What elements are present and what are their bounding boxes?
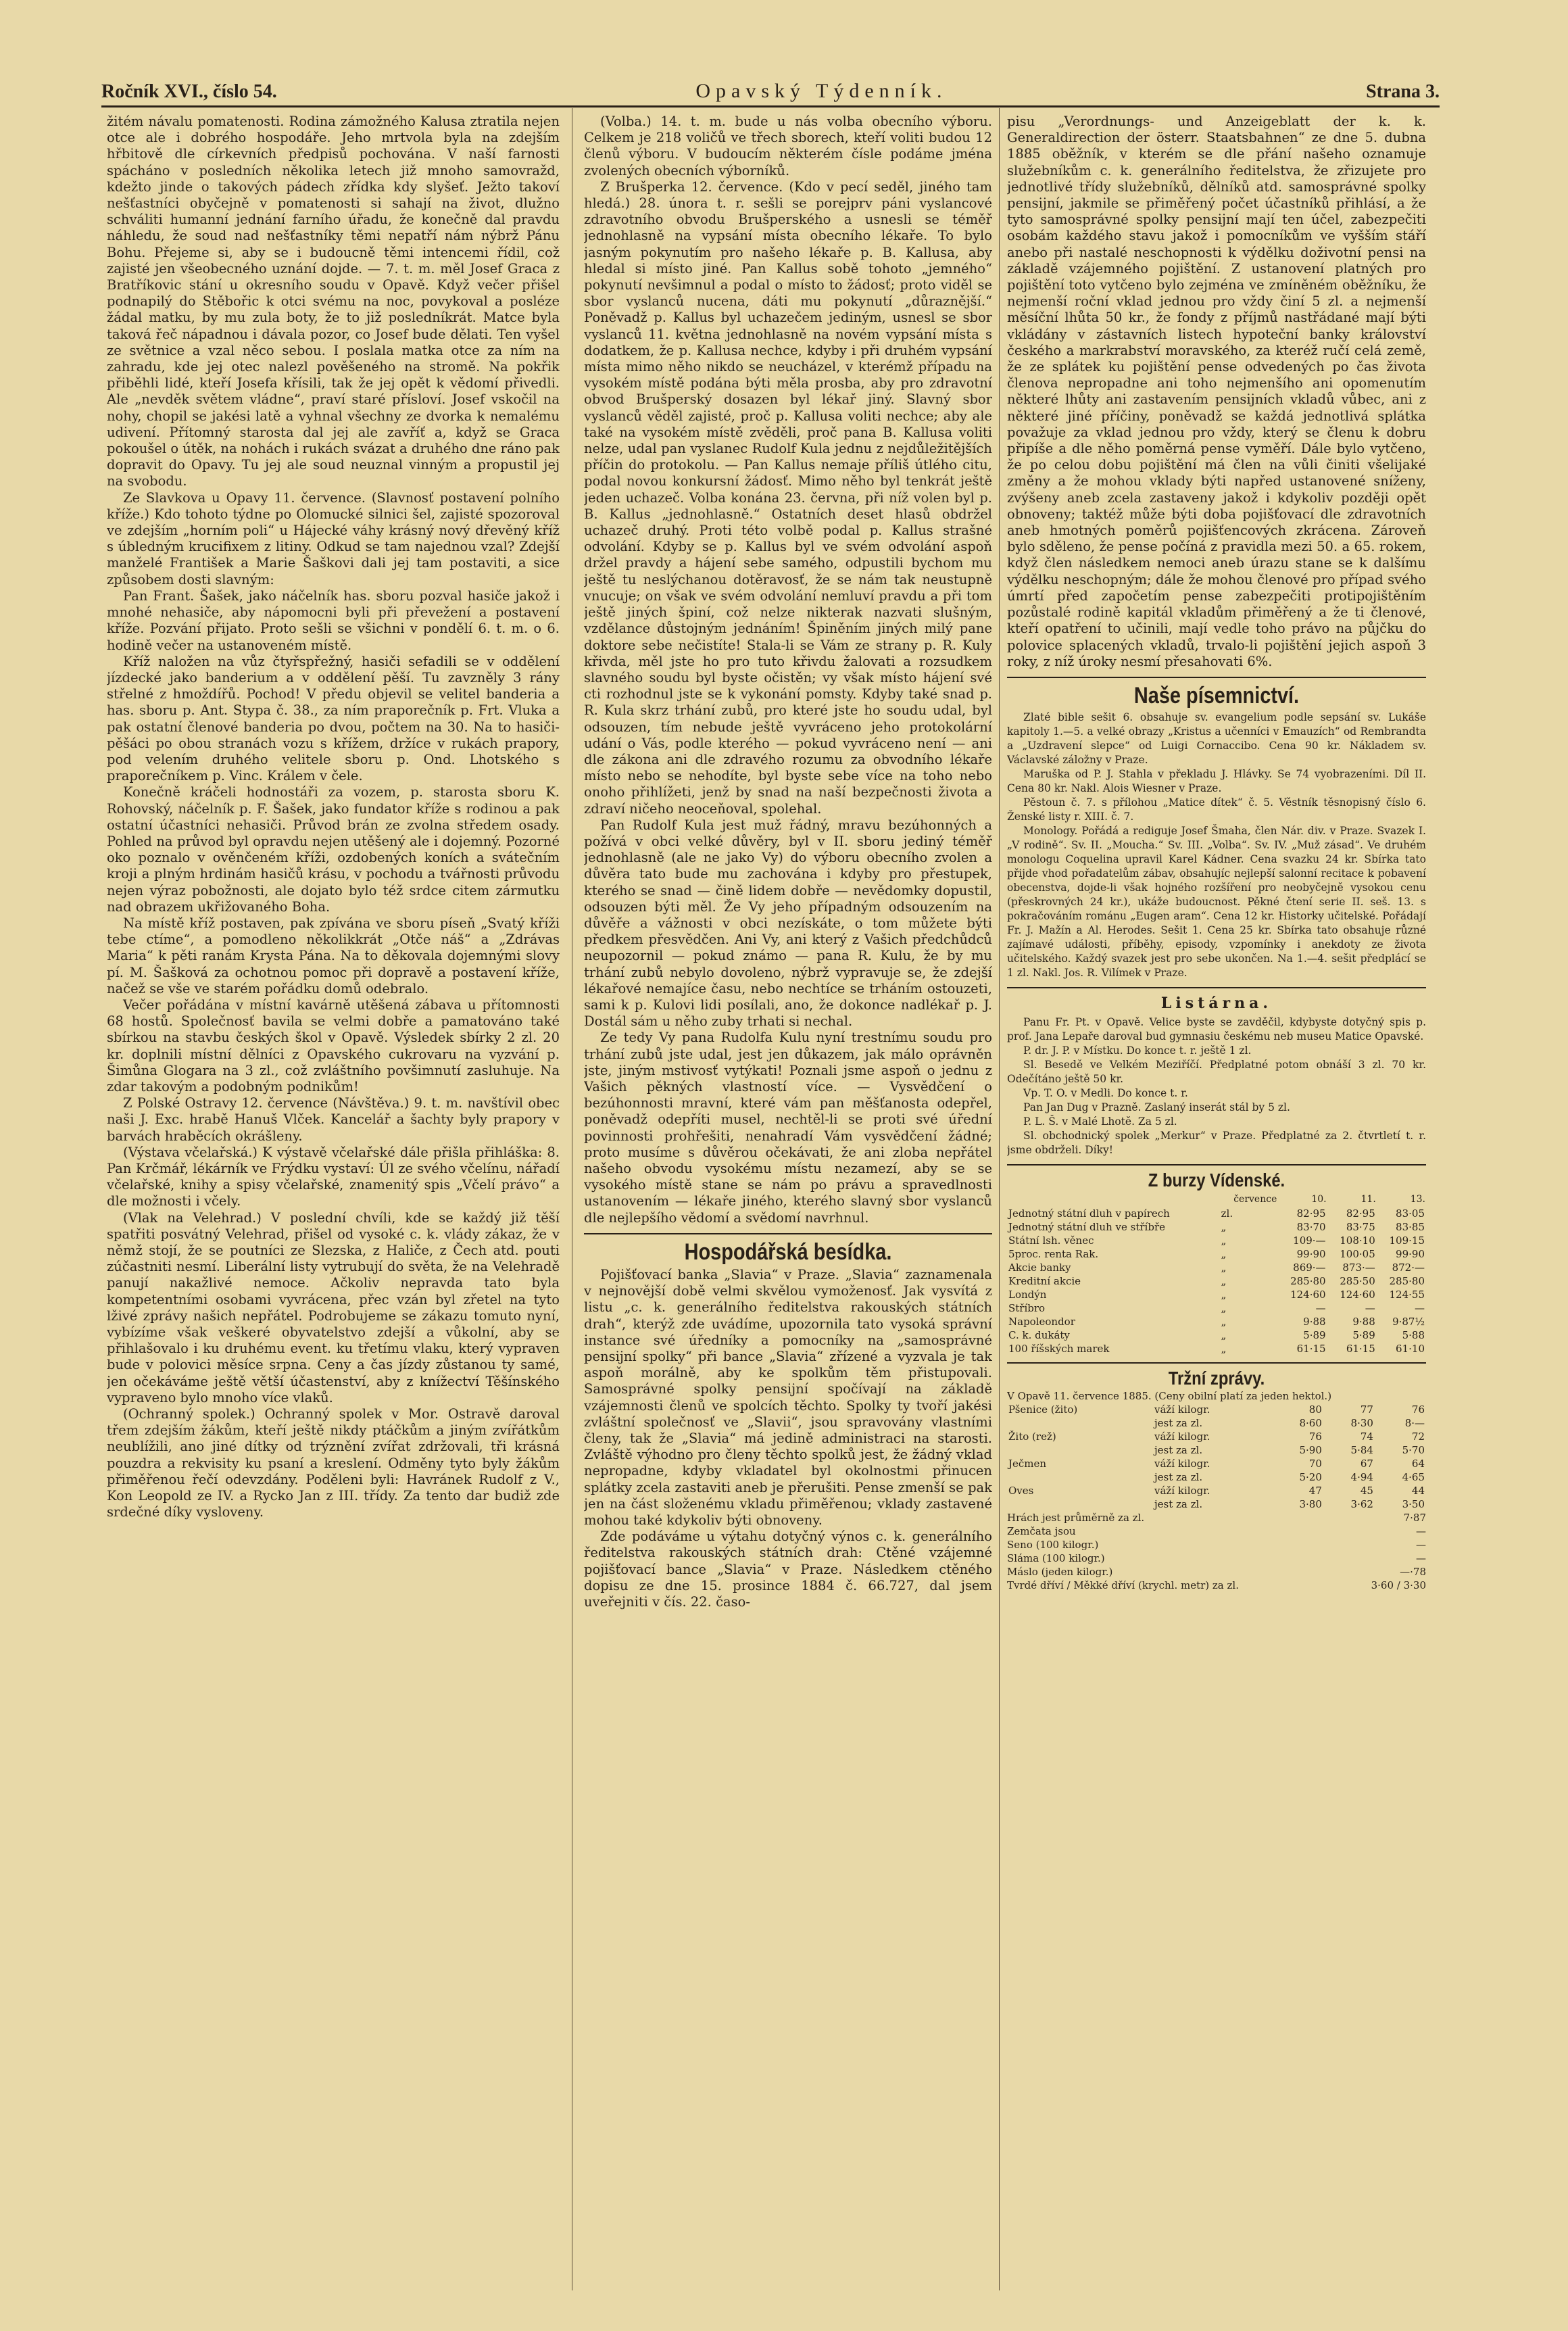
table-cell: 872·— (1392, 1261, 1425, 1274)
table-cell: 76 (1308, 1430, 1322, 1443)
table-cell: 77 (1360, 1403, 1373, 1416)
table-row (1007, 1301, 1426, 1315)
newspaper-title: Opavský Týdenník. (695, 80, 948, 102)
header-cell: července (1233, 1193, 1277, 1205)
table-cell: 70 (1308, 1457, 1322, 1470)
table-cell: 5·89 (1303, 1328, 1326, 1341)
table-cell: 72 (1411, 1430, 1425, 1443)
paragraph: (Ochranný spolek.) Ochranný spolek v Mor. Ostravě daroval třem zdejším žákům, kteří ještě nikdy ptáčkům a jiným zvířátkům neublížili, ano jiné dítky od trýznění zvířat zdržovali, tři krásná pouzdra a rekvisity ku psaní a kreslení. Odměny tyto byly žákům přiměřenou řečí odevzdány. Poděleni byli: Havránek Rudolf z V., Kon Leopold ze IV. a Rycko Jan z III. třídy. Za tento dar budiž zde srdečné díky vysloveny. (107, 1406, 560, 1520)
market-intro: V Opavě 11. července 1885. (Ceny obilní platí za jeden hektol.) (1007, 1389, 1332, 1402)
paragraph: (Vlak na Velehrad.) V poslední chvíli, kde se každý již těší spatřiti posvátný Velehrad, přišel od vysoké c. k. vlády zákaz, že v němž stojí, že se poutníci ze Slezska, z Haliče, z Čech atd. pouti zúčastniti nesmí. Liberální listy vytrubují do světa, že na Velehradě panují nakažlivé nemoce. Ačkoliv nepravda tato byla kompetentními osobami vyvrácena, přec vzán byl zřetel na tyto lživé zprávy našich nepřátel. Podrobujeme se zákazu tomuto nyní, vybízíme však veškeré obyvatelstvo zdejší a vůkolní, aby se přihlašovalo i ku druhému event. ku třetímu vlaku, který vypraven bude v polovici měsíce srpna. Ceny a čas jízdy zůstanou ty samé, jen očekáváme ještě větší účastenství, aby z knížectví Těšínského vypraveno bylo mnoho více vlaků. (107, 1209, 560, 1405)
market-extra-row (1007, 1524, 1426, 1538)
paragraph: Zde podáváme u výtahu dotyčný výnos c. k. generálního ředitelstva rakouských státních drah: Ctěné vzájemné pojišťovací bance „Slavia“ v Praze. Následkem ctěného dopisu ze dne 15. prosince 1884 č. 66.727, dal jsem uveřejniti v čís. 22. časo- (584, 1529, 992, 1610)
market-extra (1007, 1511, 1426, 1592)
market-extra-row (1007, 1538, 1426, 1552)
table-cell: 869·— (1293, 1261, 1326, 1274)
table-cell: jest za zl. (1154, 1497, 1203, 1510)
table-row (1007, 1288, 1426, 1301)
table-cell: 83·70 (1296, 1220, 1326, 1233)
table-row (1007, 1342, 1426, 1355)
paragraph: (Volba.) 14. t. m. bude u nás volba obecního výboru. Celkem je 218 voličů ve třech sborech, kteří voliti budou 12 členů výboru. V budoucím některém čísle podáme jména zvolených obecních výborníků. (584, 114, 992, 178)
paragraph: Pojišťovací banka „Slavia“ v Praze. „Slavia“ zaznamenala v nejnovější době velmi skvělou vymoženosť. Jak vysvítá z listu „c. k. generálního ředitelstva rakouských státních drah“, kterýž zde uvádíme, upozornila tato vysoká správní instance své úředníky a pomocníky na „samosprávné pensijní spolky“ při bance „Slavia“ zřízené a vyzvala je tak aspoň morálně, aby ke spolkům těm přistupovali. Samosprávné spolky pensijní spočívají na základě vzájemnosti členů ve spolcích těchto. Spolky ty tvoří jakési zvláštní společnosť ve „Slavii“, jsou spravovány vlastními členy, tak že „Slavia“ má jedině administraci na starosti. Zvláště výhodno pro členy těchto spolků jest, že žádný vklad nepropadne, kdyby vkladatel byl okolnostmi přinucen splátky zcela zastaviti aneb je přerušiti. Pense zmenší se pak jen na část složenému vkladu přiměřenou; vklady zastavené mohou také kdykoliv býti obnoveny. (584, 1267, 992, 1529)
table-cell: 83·85 (1396, 1220, 1425, 1233)
table-cell: „ (1221, 1247, 1227, 1260)
table-cell: 9·87½ (1392, 1315, 1425, 1328)
paragraph: Ze tedy Vy pana Rudolfa Kulu nyní trestnímu soudu pro trhání zubů jste udal, jest jen důkazem, jak málo oprávněn jste, jiným mstivosť vytýkati! Poznali jsme aspoň o jednu z Vašich pěkných vlastností více. — Vysvědčení o bezúhonnosti mravní, které vám pan měšťanosta odepřel, poněvadž odepříti musel, nechtěl-li se proti své úřední povinnosti prohřešiti, nenahradí Vám vysvědčení žádné; proto musíme s důvěrou očekávati, že ani zloba nepřátel našeho obvodu vysokému místu nezamezí, aby se se vysokého místě stane se nám po právu a spravedlnosti ustanovením — lékaře jiného, kterého slavný sbor vyslanců dle nejlepšího vědomí a svědomí navrhnul. (584, 1030, 992, 1226)
section-title-hospodarska: Hospodářská besídka. (684, 1239, 892, 1265)
table-row (1007, 1328, 1426, 1342)
table-cell: 82·95 (1296, 1207, 1326, 1220)
section-title-pisemnictvi: Naše písemnictví. (1133, 682, 1300, 708)
table-cell: Londýn (1008, 1288, 1047, 1301)
table-cell: 61·15 (1296, 1342, 1326, 1355)
paragraph: Ze Slavkova u Opavy 11. července. (Slavnosť postavení polního kříže.) Kdo tohoto týdne po Olomucké silnici šel, zajisté spozoroval ve zdejším „horním poli“ u Hájecké váhy krásný nový dřevěný kříž s úbledným krucifixem z litiny. Odkud se tam najednou vzal? Zdejší manželé František a Marie Šaškovi dali jej tam postaviti, a sice způsobem dosti slavným: (107, 489, 560, 587)
table-cell (1007, 1443, 1153, 1457)
table-cell: 124·60 (1340, 1288, 1375, 1301)
table-cell: Pšenice (žito) (1008, 1403, 1078, 1416)
letters-list (1007, 1015, 1426, 1157)
paragraph: (Výstava včelařská.) K výstavě včelařské dále přišla přihláška: 8. Pan Krčmář, lékárník ve Frýdku vystaví: Úl ze svého včelínu, nářadí včelařské, knihy a spisy včelařské, znamenitý spis „Včelí právo“ a dle možnosti i včely. (107, 1144, 560, 1209)
literature-item: Pěstoun č. 7. s přílohou „Matice dítek“ č. 5. Věstník těsnopisný číslo 6. Ženské listy r. XIII. č. 7. (1007, 796, 1426, 823)
table-cell: 100 říšských marek (1008, 1342, 1110, 1355)
table-cell: 109·— (1293, 1234, 1326, 1247)
letter-item: Vp. T. O. v Medli. Do konce t. r. (1023, 1087, 1188, 1100)
table-cell: Stříbro (1008, 1301, 1046, 1314)
section-rule (584, 1233, 992, 1234)
table-cell: 108·10 (1340, 1234, 1375, 1247)
table-row (1007, 1261, 1426, 1274)
table-cell: 9·88 (1352, 1315, 1375, 1328)
market-extra-cell: Máslo (jeden kilogr.) (1007, 1565, 1113, 1578)
header-rule (101, 105, 1440, 107)
market-extra-cell: — (1416, 1552, 1426, 1564)
header-cell: 10. (1311, 1193, 1327, 1205)
table-cell: 67 (1360, 1457, 1373, 1470)
table-cell: „ (1221, 1261, 1227, 1274)
table-cell: „ (1221, 1342, 1227, 1355)
table-cell: 100·05 (1340, 1247, 1375, 1260)
letter-item: Pan Jan Dug v Prazně. Zaslaný inserát stál by 5 zl. (1023, 1101, 1290, 1114)
table-row (1007, 1457, 1426, 1470)
column-2 (584, 114, 992, 2304)
paragraph: Na místě kříž postaven, pak zpívána ve sboru píseň „Svatý kříži tebe ctíme“, a pomodleno několikkrát „Otče náš“ a „Zdrávas Maria“ k pěti ranám Krysta Pána. Na to děkovala dojemnými slovy pí. M. Šašková za ochotnou pomoc při dopravě a postavení kříže, načež se vše ve starém pořádku domů odebralo. (107, 915, 560, 996)
table-row (1007, 1234, 1426, 1247)
literature-item: Zlaté bible sešit 6. obsahuje sv. evangelium podle sepsání sv. Lukáše kapitoly 1.—5. a velké obrazy „Kristus a učenníci v Emauzích“ od Rembrandta a „Uzdravení slepce“ od Luigi Cornaccibo. Cena 90 kr. Nákladem sv. Václavské záložny v Praze. (1007, 711, 1426, 767)
table-cell: „ (1221, 1301, 1227, 1314)
table-cell: 83·75 (1346, 1220, 1375, 1233)
letter-item: Sl. Besedě ve Velkém Meziříčí. Předplatné potom obnáší 3 zl. 70 kr. Odečítáno ještě 50 kr. (1007, 1059, 1426, 1086)
table-cell: 61·15 (1346, 1342, 1375, 1355)
literature-list (1007, 711, 1426, 980)
header-cell: 13. (1410, 1193, 1425, 1205)
table-cell: 76 (1411, 1403, 1425, 1416)
table-cell: váží kilogr. (1154, 1430, 1210, 1443)
table-cell: 8·30 (1350, 1416, 1373, 1429)
table-cell: 64 (1411, 1457, 1425, 1470)
letter-item: P. L. Š. v Malé Lhotě. Za 5 zl. (1023, 1115, 1177, 1128)
table-cell: jest za zl. (1154, 1416, 1203, 1429)
table-cell: 285·50 (1340, 1274, 1375, 1287)
market-extra-cell: — (1416, 1538, 1426, 1551)
table-cell: C. k. dukáty (1008, 1328, 1070, 1341)
table-cell: 285·80 (1389, 1274, 1425, 1287)
market-extra-cell: 3·60 / 3·30 (1371, 1579, 1426, 1591)
market-extra-cell: Seno (100 kilogr.) (1007, 1538, 1099, 1551)
table-row (1007, 1274, 1426, 1288)
table-cell: 3·50 (1402, 1497, 1425, 1510)
paragraph: Pan Rudolf Kula jest muž řádný, mravu bezúhonných a požívá v obci velké důvěry, byl v II. sboru jediný téměř jednohlasně (ale ne jako Vy) do výboru obecního zvolen a důvěra tato bude mu zachována i kdyby pro přestupek, kterého se snad — čině lidem dobře — nevědomky dopustil, odsouzen býti měl. Že Vy jeho případným odsouzením na důvěře a vážnosti v obci nezískáte, o tom můžete býti předkem přesvědčen. Ani Vy, ani který z Vašich předchůdců neupozornil — pokud známo — pana R. Kulu, že by mu trhání zubů nebylo dovoleno, nýbrž vypravuje se, že zdejší lékařové nemajíce času, nebo nechtíce se trháním ostouzeti, sami k p. Kulovi lidi posílali, ano, že dokonce nadlékař p. J. Dostál sám u něho zuby trhati si nechal. (584, 817, 992, 1030)
letter-item: P. dr. J. P. v Místku. Do konce t. r. ještě 1 zl. (1023, 1044, 1252, 1057)
market-extra-cell: Zemčata jsou (1007, 1524, 1076, 1537)
table-cell: 99·90 (1396, 1247, 1425, 1260)
table-cell: Akcie banky (1008, 1261, 1071, 1274)
table-cell: 4·94 (1350, 1470, 1373, 1483)
literature-item: Maruška od P. J. Stahla v překladu J. Hlávky. Se 74 vyobrazeními. Díl II. Cena 80 kr. Nakl. Alois Wiesner v Praze. (1007, 768, 1426, 795)
exchange-header-row (1007, 1192, 1426, 1207)
table-row (1007, 1416, 1426, 1430)
table-cell: Žito (rež) (1008, 1430, 1056, 1443)
letter-item: Panu Fr. Pt. v Opavě. Velice byste se zavděčil, kdybyste dotyčný spis p. prof. Jana Lepaře daroval bud gymnasiu českému neb museu Matice Opavské. (1007, 1016, 1426, 1043)
market-table (1007, 1403, 1426, 1511)
table-cell: váží kilogr. (1154, 1403, 1210, 1416)
market-extra-cell: Sláma (100 kilogr.) (1007, 1552, 1105, 1564)
table-cell: 3·62 (1350, 1497, 1373, 1510)
table-row (1007, 1403, 1426, 1416)
paragraph: žitém návalu pomatenosti. Rodina zámožného Kalusa ztratila nejen otce ale i dobrého hospodáře. Jeho mrtvola byla na zdejším hřbitově dle církevních předpisů pochována. V naší farnosti spácháno v posledních několika letech již mnoho samovražd, kdežto jinde o takových pádech zřídka kdy slyšeť. Ježto takoví nešťastníci obyčejně v pomatenosti si sahají na život, dlužno schváliti humanní jednání farního úřadu, že konečně dal pravdu náhledu, že soud nad nešťastníky těmi nepatří nám nýbrž Pánu Bohu. Přejeme si, aby se i budoucně těmi intencemi řídil, což zajisté jen všeobecného uznání dojde. — 7. t. m. měl Josef Graca z Bratříkovic stání u okresního soudu v Opavě. Když večer přišel podnapilý do Stěbořic k otci svému na noc, povykoval a posléze žádal matku, by mu zula boty, že to již posledníkrát. Matce byla taková řeč nápadnou i dávala pozor, co Josef bude dělati. Ten vyšel ze světnice a vzal něco sebou. I poslala matka otce za ním na zahradu, kde jej otec nalezl pověšeného na stromě. Na pokřik přiběhli lidé, kteří Josefa křísili, tak že jej opět k vědomí přivedli. Ale „nevděk světem vládne“, praví staré přísloví. Josef vskočil na nohy, chopil se jakési latě a vyhnal všechny ze dvorka k nemalému udivení. Přítomný starosta dal jej ale zavříť a, když se Graca pokoušel o útěk, na nohách i rukách svázat a druhého dne ráno pak dopravit do Opavy. Tu jej ale soud neuznal vinným a propustil jej na svobodu. (107, 114, 560, 489)
table-cell: 5·70 (1402, 1443, 1425, 1456)
table-row (1007, 1497, 1426, 1511)
table-row (1007, 1443, 1426, 1457)
table-cell: Jednotný státní dluh ve stříbře (1008, 1220, 1165, 1233)
table-cell: Státní lsh. věnec (1008, 1234, 1094, 1247)
table-cell: „ (1221, 1234, 1227, 1247)
section-rule (1007, 987, 1426, 988)
section-title-listarna: Listárna. (1160, 994, 1273, 1013)
table-cell: 124·55 (1389, 1288, 1425, 1301)
market-extra-row (1007, 1565, 1426, 1579)
table-row (1007, 1470, 1426, 1484)
table-row (1007, 1315, 1426, 1328)
header-cell: 11. (1361, 1193, 1376, 1205)
table-cell (1007, 1497, 1153, 1511)
table-cell: 47 (1308, 1484, 1322, 1497)
volume-issue: Ročník XVI., číslo 54. (101, 81, 277, 102)
table-cell: — (1315, 1301, 1326, 1314)
letter-item: Sl. obchodnický spolek „Merkur“ v Praze. Předplatné za 2. čtvrtletí t. r. jsme obdrželi. Díky! (1007, 1130, 1426, 1157)
table-cell: Jednotný státní dluh v papírech (1008, 1207, 1170, 1220)
masthead (101, 59, 1440, 103)
table-cell: 44 (1411, 1484, 1425, 1497)
market-extra-row (1007, 1511, 1426, 1524)
market-extra-row (1007, 1579, 1426, 1592)
table-cell: 61·10 (1396, 1342, 1425, 1355)
table-cell: Oves (1008, 1484, 1034, 1497)
paragraph: Konečně kráčeli hodnostáři za vozem, p. starosta sboru K. Rohovský, náčelník p. F. Šašek, jako fundator kříže s rodinou a pak ostatní účastníci nehasiči. Průvod brán ze zvolna středem osady. Pohled na průvod byl opravdu nejen utěšený ale i dojemný. Pozorné oko poznalo v ověnčeném kříži, ozdobených koních a svátečním kroji a plným hrdinám hasičů krásu, v pochodu a tvářnosti průvodu nejen výraz pobožnosti, ale dojato bylo též srdce citem zármutku nad obrazem ukřižovaného Boha. (107, 784, 560, 915)
section-rule (1007, 1164, 1426, 1166)
table-cell: jest za zl. (1154, 1470, 1203, 1483)
market-extra-cell: 7·87 (1403, 1511, 1426, 1524)
table-cell: — (1415, 1301, 1425, 1314)
table-cell: 82·95 (1346, 1207, 1375, 1220)
table-cell: „ (1221, 1220, 1227, 1233)
table-cell: jest za zl. (1154, 1443, 1203, 1456)
paragraph: Z Polské Ostravy 12. července (Návštěva.) 9. t. m. navštívil obec naši J. Exc. hrabě Hanuš Vlček. Kancelář a šachty byly prapory v barvách hraběcích okrášleny. (107, 1095, 560, 1144)
column-separator (999, 108, 1000, 2290)
exchange-table (1007, 1192, 1426, 1355)
table-cell: Ječmen (1008, 1457, 1047, 1470)
table-row (1007, 1207, 1426, 1220)
table-cell: Kreditní akcie (1008, 1274, 1081, 1287)
table-cell: 5·89 (1352, 1328, 1375, 1341)
table-cell: 5·84 (1350, 1443, 1373, 1456)
table-cell: váží kilogr. (1154, 1457, 1210, 1470)
table-cell: 285·80 (1290, 1274, 1326, 1287)
market-extra-row (1007, 1552, 1426, 1565)
table-cell (1007, 1416, 1153, 1430)
table-cell: — (1365, 1301, 1375, 1314)
paragraph: Kříž naložen na vůz čtyřspřežný, hasiči sefadili se v oddělení jízdecké jako banderium a v oddělení pěší. Tu zavzněly 3 rány střelné z hmoždířů. Pochod! V předu objevil se velitel banderia a has. sboru p. Ant. Stypa č. 38., za ním praporečník p. Frt. Vluka a pak ostatní členové banderia po dvou, počtem na 30. Na to hasiči-pěšáci po obou stranách vozu s křížem, držíce v rukách prapory, pod velením druhého velitele sboru p. Ond. Lhotského s praporečníkem p. Vinc. Králem v čele. (107, 653, 560, 784)
table-cell: 45 (1360, 1484, 1373, 1497)
table-cell: váží kilogr. (1154, 1484, 1210, 1497)
table-row (1007, 1220, 1426, 1234)
table-cell: 83·05 (1396, 1207, 1425, 1220)
table-cell: 5·20 (1299, 1470, 1322, 1483)
table-cell: 5proc. renta Rak. (1008, 1247, 1099, 1260)
table-cell: 5·88 (1402, 1328, 1425, 1341)
table-cell: 124·60 (1290, 1288, 1326, 1301)
section-title-trzni: Tržní zprávy. (1168, 1367, 1265, 1389)
table-cell: „ (1221, 1274, 1227, 1287)
table-cell: 109·15 (1389, 1234, 1425, 1247)
page-number: Strana 3. (1366, 81, 1440, 102)
column-1 (107, 114, 560, 2304)
table-cell: 873·— (1342, 1261, 1375, 1274)
table-cell: Napoleondor (1008, 1315, 1075, 1328)
table-cell: 5·90 (1299, 1443, 1322, 1456)
table-cell: 99·90 (1296, 1247, 1326, 1260)
paragraph: pisu „Verordnungs- und Anzeigeblatt der k. k. Generaldirection der österr. Staatsbahnen“ ze dne 5. dubna 1885 oběžník, v kterém se dle přání našeho oznamuje služebníkům c. k. generálního ředitelstva, že zřizujete pro jednotlivé třídy služebníků, dělníků atd. samosprávné spolky pensijní, jakmile se přiměřený počet účastníků přihlásí, a že tyto samosprávné spolky pensijní mají ten účel, zabezpečiti osobám každého stavu jakož i pomocníkům ve vyšším stáří anebo při nastalé neschopnosti k výdělku doživotní pensi na základě vzájemného pojištění. Z ustanovení platných pro pojištění toto vytčeno bylo zejména ve zmíněném oběžníku, že nejmenší roční vklad jednou pro vždy činí 5 zl. a nejmenší měsíční lhůta 50 kr., že fondy z příjmů nastřádané mají býti vkládány v zástavních listech hypoteční banky království českého a markrabství moravského, za kteréž ručí celá země, že ze splátek ku pojištění pense odvedených po čas života členova nepropadne ani toho nejmenšího ani opomenutím některé lhůty ani zastavením pensijních vkladů vůbec, ani z některé jiné příčiny, poněvadž se každá jednotlivá splátka považuje za vklad jednou pro vždy, který se členu k dobru připíše a dle něho poměrná pense vyměří. Dále bylo vytčeno, že po celou dobu pojištění má člen na vůli činiti všelijaké změny a že mohou vklady býti napřed ustanovené sníženy, zvýšeny aneb zcela zastaveny jakož i kdykoliv později opět obnoveny; taktéž může býti doba pojišťovací dle zdravotních aneb hmotných poměrů pojišťencových zkrácena. Zároveň bylo sděleno, že pense počíná z pravidla mezi 50. a 65. rokem, když člen následkem nemoci aneb úrazu stane se k dalšímu výdělku neschopným; dále že mohou členové pro případ svého úmrtí před započetím pense zabezpečiti protipojištěním pozůstalé rodině kapitál vkladům přiměřený a že ti členové, kteří opatření to učinili, mají vedle toho právo na půjčku do polovice splacených vkladů, trvalo-li pojištění jejich aspoň 3 roky, z níž úroky nesmí přesahovati 6%. (1007, 114, 1426, 669)
literature-item: Monology. Pořádá a rediguje Josef Šmaha, člen Nár. div. v Praze. Svazek I. „V rodině“. Sv. II. „Moucha.“ Sv. III. „Volba“. Sv. IV. „Muž zásad“. Ve druhém monologu Coquelina upravil Karel Kádner. Cena svazku 24 kr. Sbírka tato přijde vhod pořadatelům zábav, obsahujíc nejlepší salonní recitace k pobavení obecenstva, dojde-li však hojného rozšíření pro neobyčejně vysokou cenu (přeskrovných 24 kr.), ukáže budoucnost. Pěkné čtení serie II. seš. 13. s pokračováním románu „Eugen aram“. Cena 12 kr. Historky učitelské. Pořádají Fr. J. Mažín a Al. Herodes. Sešit 1. Cena 25 kr. Sbírka tato obsahuje různé zajímavé události, příběhy, episody, vzpomínky i anekdoty ze života učitelského. Každý svazek jest pro sebe ukončen. Na 1.—4. sešit předplácí se 1 zl. Nakl. Jos. R. Vilímek v Praze. (1007, 825, 1426, 980)
table-cell (1007, 1470, 1153, 1484)
table-cell: 74 (1360, 1430, 1373, 1443)
table-cell: 8·— (1404, 1416, 1425, 1429)
section-title-burza: Z burzy Vídenské. (1148, 1170, 1285, 1191)
table-row (1007, 1247, 1426, 1261)
table-cell: 4·65 (1402, 1470, 1425, 1483)
table-cell: 3·80 (1299, 1497, 1322, 1510)
market-extra-cell: — (1416, 1524, 1426, 1537)
market-extra-cell: Tvrdé dříví / Měkké dříví (krychl. metr) za zl. (1007, 1579, 1239, 1591)
section-rule (1007, 677, 1426, 678)
table-cell: 80 (1308, 1403, 1322, 1416)
table-row (1007, 1484, 1426, 1497)
column-3 (1007, 114, 1426, 2304)
table-cell: zl. (1221, 1207, 1233, 1220)
market-extra-cell: —·78 (1400, 1565, 1426, 1578)
table-row (1007, 1430, 1426, 1443)
paragraph: Z Brušperka 12. července. (Kdo v pecí seděl, jiného tam hledá.) 28. února t. r. sešli se porejprv páni vyslancové zdravotního obvodu Brušperského a usnesli se téměř jednohlasně na vypsání místa obecního lékaře. To bylo jasným pokynutím pro našeho lékaře p. B. Kallusa, aby hledal si místo jiné. Pan Kallus sobě tohoto „jemného“ pokynutí nevšimnul a podal o místo to žádosť; proto viděl se sbor vyslanců nucena, dáti mu pokynutí „důraznější.“ Poněvadž p. Kallus byl uchazečem jediným, usnesl se sbor vyslanců 11. května jednohlasně na novém vypsání místa s dodatkem, že p. Kallusa nechce, kdyby i při druhém vypsání místa mimo něho nikdo se neucházel, v kterémž případu na vysokém místě podána býti měla prosba, aby pro zdravotní obvod Brušperský dosazen byl lékař jiný. Slavný sbor vyslanců věděl zajisté, proč p. Kallusa voliti nechce; aby ale také na vysokém místě zvěděli, proč pana B. Kallusa voliti nelze, udal pan vyslanec Rudolf Kula jednu z nejdůležitějších příčin do protokolu. — Pan Kallus nemaje příliš útlého citu, podal novou konkursní žádosť. Mimo něho byl tenkrát ještě jeden uchazeč. Volba konána 23. června, při níž volen byl p. B. Kallus „jednohlasně.“ Ostatních deset hlasů obdržel uchazeč druhý. Proti této volbě podal p. Kallus strašné odvolání. Kdyby se p. Kallus byl ve svém odvolání aspoň držel pravdy a hájení sebe samého, odpustili bychom mu ještě tu neslýchanou dotěravosť, že se nám tak neustupně vnucuje; on však ve svém odvolání nemluví pravdu a při tom ještě jiných špiní, což nelze nikterak nazvati slušným, vzdělance důstojným jednáním! Špiněním jiných milý pane doktore sebe nečistíte! Stala-li se Vám ze strany p. R. Kuly křivda, měl jste ho pro tuto křivdu žalovati a rozsudkem slavného soudu byl byste očistěn; vy však místo hájení své cti rozhodnul jste se k vykonání pomsty. Kdyby také snad p. R. Kula skrz trhání zubů, pro které jste ho soudu udal, byl odsouzen, tím nebude ještě vyvráceno jeho protokolární udání o Vás, podle kterého — pokud vyvráceno není — ani dle zákona ani dle zdravého rozumu za obvodního lékaře místo nebo se nehodíte, byl byste sebe více na toho nebo onoho přihlížeti, jenž by snad na naší bezpečnosti života a zdraví ničeho neoceňoval, spolehal. (584, 178, 992, 817)
table-cell: „ (1221, 1288, 1227, 1301)
paragraph: Pan Frant. Šašek, jako náčelník has. sboru pozval hasiče jakož i mnohé nehasiče, aby nápomocni byli při převežení a postavení kříže. Pozvání přijato. Proto sešli se všichni v pondělí 6. t. m. o 6. hodině večer na ustanoveném místě. (107, 587, 560, 653)
table-cell: „ (1221, 1328, 1227, 1341)
section-rule (1007, 1362, 1426, 1364)
market-extra-cell: Hrách jest průměrně za zl. (1007, 1511, 1145, 1524)
table-cell: 9·88 (1303, 1315, 1326, 1328)
table-cell: „ (1221, 1315, 1227, 1328)
paragraph: Večer pořádána v místní kavárně utěšená zábava u přítomnosti 68 hostů. Společnosť bavila se velmi dobře a pamatováno také sbírkou na stavbu českých škol v Opavě. Výsledek sbírky 2 zl. 20 kr. doplnili místní dělníci z Opavského cukrovaru na vyzvání p. Šimůna Glogara na 3 zl., což zvláštního povšimnutí zasluhuje. Na zdar takovým a podobným podnikům! (107, 996, 560, 1095)
table-cell: 8·60 (1299, 1416, 1322, 1429)
